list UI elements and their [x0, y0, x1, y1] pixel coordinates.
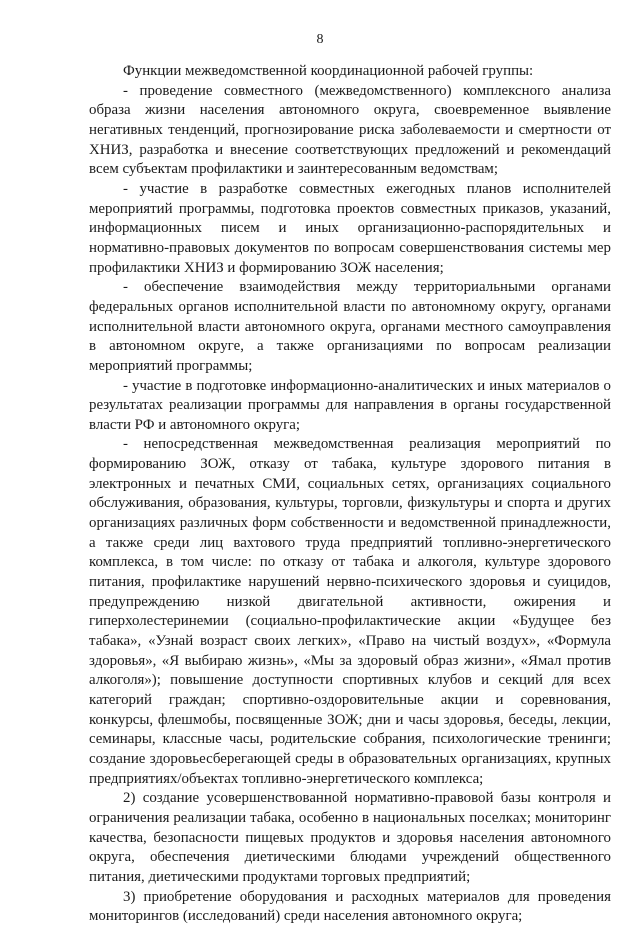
list-item-analysis: - проведение совместного (межведомственного) комплексного анализа образа жизни населения автономного округа, своевременное выявление негативных тенденций, прогнозирование риска заболеваемости и смертности от ХНИЗ, разработка и внесение соответствующих предложений и рекомендаций всем субъектам профилактики и заинтересованным ведомствам;: [89, 82, 611, 178]
numbered-item-3: 3) приобретение оборудования и расходных материалов для проведения мониторингов (исследований) среди населения автономного округа;: [89, 888, 611, 925]
numbered-item-2: 2) создание усовершенствованной нормативно-правовой базы контроля и ограничения реализации табака, особенно в национальных поселках; мониторинг качества, безопасности пищевых продуктов и здоровья населения автономного округа, обеспечения диетическими блюдами учреждений общественного питания, диетическими продуктами торговых предприятий;: [89, 790, 611, 885]
list-item-interaction: - обеспечение взаимодействия между территориальными органами федеральных органов исполнительной власти по автономному округу, органами исполнительной власти автономного округа, органами местного самоуправления в автономном округе, а также организациями по вопросам реализации мероприятий программы;: [89, 279, 611, 374]
document-body: [89, 62, 611, 927]
list-item-implementation: - непосредственная межведомственная реализация мероприятий по формированию ЗОЖ, отказу от табака, культуре здорового питания в электронных и печатных СМИ, социальных сетях, организациях социального обслуживания, образования, культуры, торговли, физкультуры и спорта и других организациях различных форм собственности и ведомственной принадлежности, а также среди лиц вахтового труда предприятий топливно-энергетического комплекса, в том числе: по отказу от табака и алкоголя, культуре здорового питания, профилактике нарушений нервно-психического здоровья и суицидов, предупреждению низкой двигательной активности, ожирения и гиперхолестеринемии (социально-профилактические акции «Будущее без табака», «Узнай возраст своих легких», «Право на чистый воздух», «Формула здоровья», «Я выбираю жизнь», «Мы за здоровый образ жизни», «Ямал против алкоголя»); повышение доступности спортивных клубов и секций для всех категорий граждан; спортивно-оздоровительные акции и соревнования, конкурсы, флешмобы, посвященные ЗОЖ; дни и часы здоровья, беседы, лекции, семинары, классные часы, родительские собрания, психологические тренинги; создание здоровьесберегающей среды в образовательных организациях, крупных предприятиях/объектах топливно-энергетического комплекса;: [89, 436, 611, 787]
page-number: 8: [316, 32, 324, 47]
list-item-reports: - участие в подготовке информационно-аналитических и иных материалов о результатах реализации программы для направления в органы государственной власти РФ и автономного округа;: [89, 377, 611, 433]
functions-heading: Функции межведомственной координационной рабочей группы:: [123, 63, 534, 79]
list-item-planning: - участие в разработке совместных ежегодных планов исполнителей мероприятий программы, подготовка проектов совместных приказов, указаний, информационных писем и иных организационно-распорядительных и нормативно-правовых документов по вопросам совершенствования системы мер профилактики ХНИЗ и формированию ЗОЖ населения;: [89, 180, 611, 276]
